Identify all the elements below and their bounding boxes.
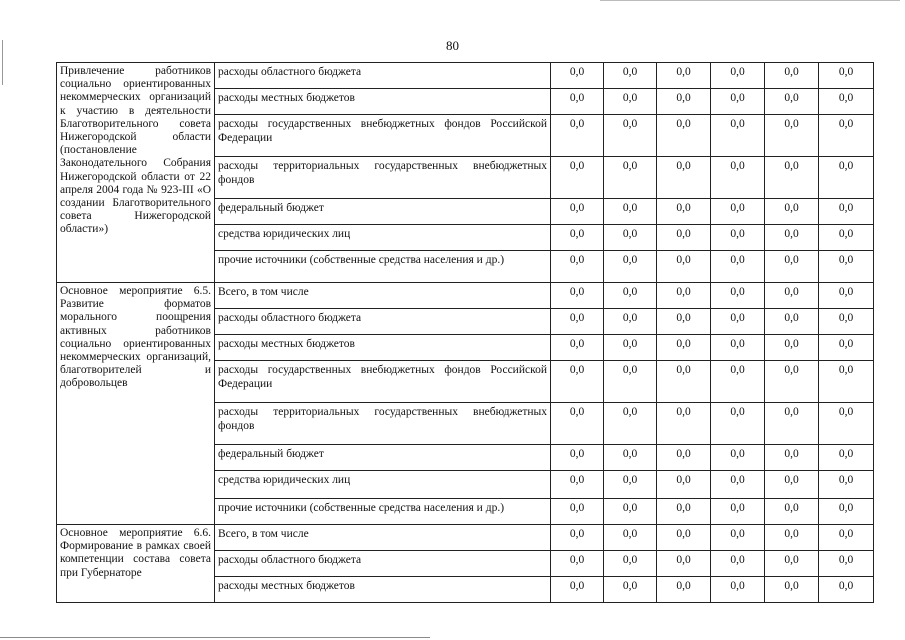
value-cell: 0,0 [604, 225, 657, 251]
value-cell: 0,0 [765, 199, 819, 225]
value-cell: 0,0 [657, 89, 711, 115]
activity-cell: Основное мероприятие 6.5. Развитие форматов морального поощрения активных работников социально ориентированных некоммерческих организаций, благотворителей и добровольцев [57, 283, 215, 525]
value-cell: 0,0 [765, 283, 819, 309]
value-cell: 0,0 [551, 309, 604, 335]
value-cell: 0,0 [711, 525, 765, 551]
value-cell: 0,0 [711, 157, 765, 199]
value-cell: 0,0 [819, 551, 874, 577]
value-cell: 0,0 [819, 251, 874, 283]
value-cell: 0,0 [551, 225, 604, 251]
value-cell: 0,0 [819, 577, 874, 603]
funding-source-cell: федеральный бюджет [215, 199, 551, 225]
value-cell: 0,0 [604, 63, 657, 89]
value-cell: 0,0 [657, 577, 711, 603]
table-row [57, 63, 874, 89]
value-cell: 0,0 [819, 445, 874, 471]
value-cell: 0,0 [604, 551, 657, 577]
value-cell: 0,0 [819, 157, 874, 199]
value-cell: 0,0 [551, 115, 604, 157]
table-row [57, 525, 874, 551]
value-cell: 0,0 [819, 525, 874, 551]
funding-source-cell: прочие источники (собственные средства населения и др.) [215, 251, 551, 283]
value-cell: 0,0 [551, 251, 604, 283]
funding-source-cell: расходы местных бюджетов [215, 335, 551, 361]
value-cell: 0,0 [604, 283, 657, 309]
value-cell: 0,0 [657, 403, 711, 445]
value-cell: 0,0 [604, 525, 657, 551]
value-cell: 0,0 [711, 403, 765, 445]
funding-source-cell: расходы государственных внебюджетных фондов Российской Федерации [215, 361, 551, 403]
page-number: 80 [446, 38, 459, 53]
value-cell: 0,0 [819, 499, 874, 525]
value-cell: 0,0 [711, 335, 765, 361]
scan-artifact [0, 637, 430, 638]
value-cell: 0,0 [604, 577, 657, 603]
value-cell: 0,0 [657, 199, 711, 225]
value-cell: 0,0 [657, 471, 711, 499]
value-cell: 0,0 [819, 335, 874, 361]
value-cell: 0,0 [765, 89, 819, 115]
funding-source-cell: средства юридических лиц [215, 471, 551, 499]
funding-source-cell: прочие источники (собственные средства населения и др.) [215, 499, 551, 525]
value-cell: 0,0 [819, 89, 874, 115]
funding-source-cell: расходы государственных внебюджетных фондов Российской Федерации [215, 115, 551, 157]
funding-source-cell: Всего, в том числе [215, 525, 551, 551]
value-cell: 0,0 [711, 445, 765, 471]
value-cell: 0,0 [819, 225, 874, 251]
funding-source-cell: Всего, в том числе [215, 283, 551, 309]
value-cell: 0,0 [604, 361, 657, 403]
value-cell: 0,0 [819, 63, 874, 89]
value-cell: 0,0 [551, 499, 604, 525]
value-cell: 0,0 [711, 471, 765, 499]
value-cell: 0,0 [819, 309, 874, 335]
value-cell: 0,0 [657, 551, 711, 577]
value-cell: 0,0 [765, 309, 819, 335]
value-cell: 0,0 [551, 403, 604, 445]
value-cell: 0,0 [711, 251, 765, 283]
value-cell: 0,0 [711, 499, 765, 525]
value-cell: 0,0 [819, 361, 874, 403]
value-cell: 0,0 [604, 251, 657, 283]
value-cell: 0,0 [657, 115, 711, 157]
value-cell: 0,0 [604, 499, 657, 525]
value-cell: 0,0 [657, 309, 711, 335]
scan-artifact [600, 0, 900, 1]
value-cell: 0,0 [819, 115, 874, 157]
value-cell: 0,0 [551, 283, 604, 309]
value-cell: 0,0 [604, 471, 657, 499]
value-cell: 0,0 [765, 551, 819, 577]
funding-source-cell: расходы областного бюджета [215, 551, 551, 577]
activity-cell: Основное мероприятие 6.6. Формирование в рамках своей компетенции состава совета при Губернаторе [57, 525, 215, 603]
table-row [57, 283, 874, 309]
value-cell: 0,0 [765, 525, 819, 551]
value-cell: 0,0 [604, 403, 657, 445]
value-cell: 0,0 [657, 225, 711, 251]
value-cell: 0,0 [604, 309, 657, 335]
funding-source-cell: расходы территориальных государственных внебюджетных фондов [215, 157, 551, 199]
value-cell: 0,0 [551, 551, 604, 577]
value-cell: 0,0 [604, 199, 657, 225]
value-cell: 0,0 [551, 471, 604, 499]
value-cell: 0,0 [604, 157, 657, 199]
value-cell: 0,0 [711, 283, 765, 309]
value-cell: 0,0 [765, 577, 819, 603]
value-cell: 0,0 [819, 283, 874, 309]
value-cell: 0,0 [819, 403, 874, 445]
value-cell: 0,0 [604, 335, 657, 361]
budget-table [56, 62, 874, 603]
value-cell: 0,0 [765, 471, 819, 499]
funding-source-cell: средства юридических лиц [215, 225, 551, 251]
value-cell: 0,0 [604, 89, 657, 115]
value-cell: 0,0 [604, 115, 657, 157]
activity-cell: Привлечение работников социально ориентированных некоммерческих организаций к участию в деятельности Благотворительного совета Нижегородской области (постановление Законодательного Собрания Нижегородской области от 22 апреля 2004 года № 923-III «О создании Благотворительного совета Нижегородской области») [57, 63, 215, 283]
value-cell: 0,0 [711, 115, 765, 157]
value-cell: 0,0 [551, 63, 604, 89]
value-cell: 0,0 [765, 251, 819, 283]
value-cell: 0,0 [551, 89, 604, 115]
value-cell: 0,0 [657, 157, 711, 199]
value-cell: 0,0 [765, 361, 819, 403]
value-cell: 0,0 [711, 361, 765, 403]
value-cell: 0,0 [551, 361, 604, 403]
funding-source-cell: расходы местных бюджетов [215, 577, 551, 603]
value-cell: 0,0 [551, 157, 604, 199]
value-cell: 0,0 [765, 499, 819, 525]
value-cell: 0,0 [711, 225, 765, 251]
value-cell: 0,0 [765, 157, 819, 199]
value-cell: 0,0 [657, 251, 711, 283]
value-cell: 0,0 [765, 403, 819, 445]
value-cell: 0,0 [819, 199, 874, 225]
value-cell: 0,0 [551, 199, 604, 225]
value-cell: 0,0 [819, 471, 874, 499]
value-cell: 0,0 [711, 551, 765, 577]
value-cell: 0,0 [765, 225, 819, 251]
value-cell: 0,0 [551, 525, 604, 551]
funding-source-cell: федеральный бюджет [215, 445, 551, 471]
funding-source-cell: расходы областного бюджета [215, 309, 551, 335]
value-cell: 0,0 [711, 577, 765, 603]
value-cell: 0,0 [711, 199, 765, 225]
value-cell: 0,0 [551, 445, 604, 471]
value-cell: 0,0 [711, 89, 765, 115]
value-cell: 0,0 [711, 63, 765, 89]
value-cell: 0,0 [657, 63, 711, 89]
value-cell: 0,0 [657, 283, 711, 309]
value-cell: 0,0 [657, 499, 711, 525]
value-cell: 0,0 [657, 335, 711, 361]
value-cell: 0,0 [711, 309, 765, 335]
value-cell: 0,0 [604, 445, 657, 471]
funding-source-cell: расходы областного бюджета [215, 63, 551, 89]
funding-source-cell: расходы местных бюджетов [215, 89, 551, 115]
value-cell: 0,0 [765, 335, 819, 361]
value-cell: 0,0 [657, 525, 711, 551]
value-cell: 0,0 [551, 335, 604, 361]
funding-source-cell: расходы территориальных государственных внебюджетных фондов [215, 403, 551, 445]
scan-artifact [2, 40, 3, 85]
value-cell: 0,0 [765, 445, 819, 471]
value-cell: 0,0 [765, 63, 819, 89]
value-cell: 0,0 [551, 577, 604, 603]
value-cell: 0,0 [657, 445, 711, 471]
value-cell: 0,0 [657, 361, 711, 403]
value-cell: 0,0 [765, 115, 819, 157]
